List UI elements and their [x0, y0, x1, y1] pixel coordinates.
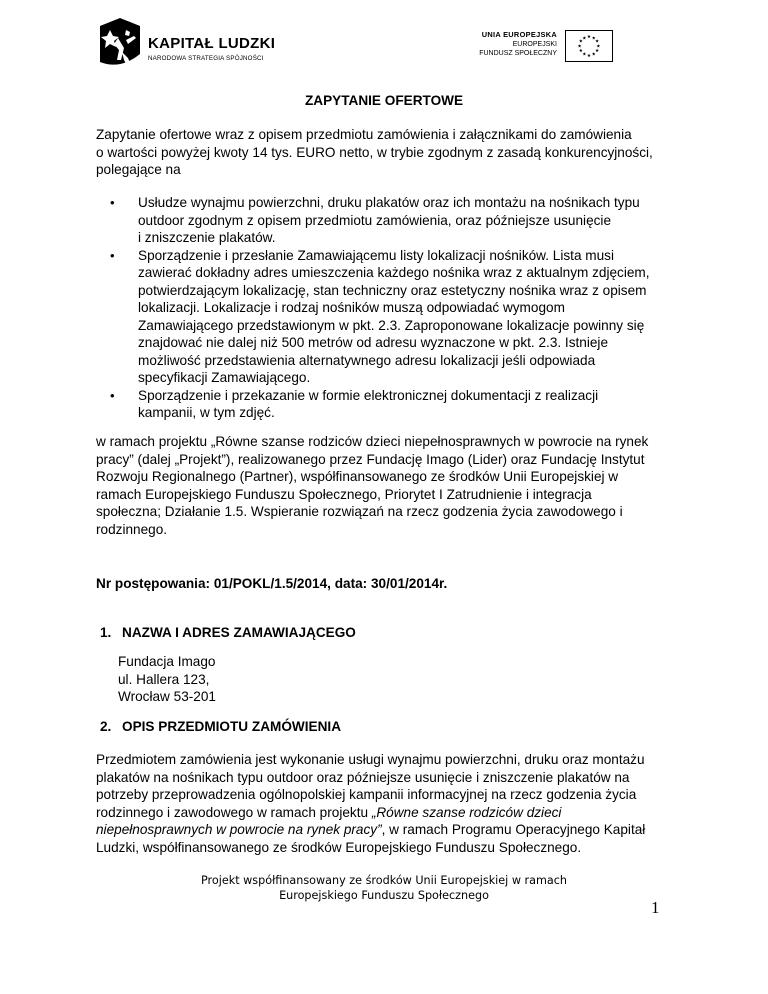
eu-star-icon: ★ — [577, 44, 582, 50]
eu-logo-line3: FUNDUSZ SPOŁECZNY — [479, 50, 557, 57]
subject-paragraph — [96, 751, 686, 856]
section-2-title: OPIS PRZEDMIOTU ZAMÓWIENIA — [122, 719, 342, 734]
subject-line: Ludzki, współfinansowanego ze środków Europejskiego Funduszu Społecznego. — [96, 839, 582, 855]
subject-line: Przedmiotem zamówienia jest wykonanie usługi wynajmu powierzchni, druku oraz montażu — [96, 752, 645, 767]
subject-line: plakatów na nośnikach typu outdoor oraz późniejsze usunięcie i zniszczenie plakatów na — [96, 769, 630, 785]
eu-star-icon: ★ — [578, 49, 583, 55]
eu-star-icon: ★ — [578, 39, 583, 45]
scope-bullet-item — [96, 247, 686, 387]
project-line: rodzinnego. — [96, 521, 168, 537]
bullet-line: i zniszczenie plakatów. — [138, 230, 276, 245]
project-line: w ramach projektu „Równe szanse rodziców dzieci niepełnosprawnych w powrocie na rynek — [96, 434, 649, 449]
contracting-party-address — [118, 653, 518, 706]
eu-star-icon: ★ — [591, 52, 596, 58]
intro-line: Zapytanie ofertowe wraz z opisem przedmiotu zamówienia i załącznikami do zamówienia — [96, 127, 632, 142]
bullet-line: zawierać dokładny adres umieszczenia każdego nośnika wraz z aktualnym zdjęciem, — [138, 265, 650, 280]
eu-flag-icon — [565, 30, 613, 62]
bullet-line: kampanii, w tym zdjęć. — [138, 405, 275, 420]
address-line: Wrocław 53-201 — [118, 689, 216, 704]
bullet-line: specyfikacji Zamawiającego. — [138, 370, 311, 385]
section-1-heading — [96, 624, 686, 642]
project-paragraph — [96, 433, 686, 538]
footer-line: Projekt współfinansowany ze środków Unii Europejskiej w ramach — [201, 874, 567, 887]
project-line: ramach Europejskiego Funduszu Społecznego, Priorytet I Zatrudnienie i integracja — [96, 486, 592, 502]
project-line: pracy” (dalej „Projekt”), realizowanego przez Fundację Imago (Lider) oraz Fundację Instytut — [96, 451, 645, 467]
footer-line: Europejskiego Funduszu Społecznego — [279, 889, 489, 902]
eu-logo-line1: UNIA EUROPEJSKA — [481, 30, 557, 39]
eu-star-icon: ★ — [582, 52, 587, 58]
bullet-line: znajdować nie dalej niż 500 metrów od adresu wyznaczone w pkt. 2.3. Istnieje — [138, 335, 608, 350]
document-title: ZAPYTANIE OFERTOWE — [304, 93, 464, 108]
case-number: Nr postępowania: 01/POKL/1.5/2014, data: 30/01/2014r. — [96, 576, 448, 591]
intro-line: polegające na — [96, 162, 181, 177]
page-number: 1 — [651, 898, 660, 917]
bullet-line: możliwość przedstawienia alternatywnego adresu lokalizacji jeśli odpowiada — [138, 352, 596, 368]
eu-star-icon: ★ — [595, 49, 600, 55]
bullet-line: Usłudze wynajmu powierzchni, druku plakatów oraz ich montażu na nośnikach typu — [138, 195, 640, 210]
address-line: ul. Hallera 123, — [118, 671, 210, 687]
bullet-line: Zamawiającego przedstawionym w pkt. 2.3. Zaproponowane lokalizacje powinny się — [138, 317, 645, 333]
scope-bullet-list — [96, 194, 686, 422]
eu-star-icon: ★ — [595, 39, 600, 45]
section-1-number: 1. — [100, 625, 112, 640]
eu-star-icon: ★ — [586, 35, 592, 41]
project-name-italic: „Równe szanse rodziców dzieci — [371, 804, 562, 820]
kapital-ludzki-logo — [96, 16, 296, 72]
bullet-line: outdoor zgodnym z opisem przedmiotu zamówienia, oraz późniejsze usunięcie — [138, 212, 612, 228]
project-line: Rozwoju Regionalnego (Partner), współfinansowanego ze środków Unii Europejskiej w — [96, 469, 619, 484]
address-line: Fundacja Imago — [118, 654, 216, 669]
intro-paragraph — [96, 126, 686, 179]
kapital-ludzki-emblem-icon — [96, 16, 144, 72]
scope-bullet-item — [96, 387, 686, 422]
eu-star-icon: ★ — [596, 44, 601, 50]
section-2-heading — [96, 718, 686, 736]
eu-star-icon: ★ — [591, 36, 596, 42]
kapital-ludzki-subtitle: NARODOWA STRATEGIA SPÓJNOŚCI — [148, 55, 264, 62]
bullet-line: Sporządzenie i przesłanie Zamawiającemu listy lokalizacji nośników. Lista musi — [138, 247, 614, 263]
project-name-italic: niepełnosprawnych w powrocie na rynek pracy” — [96, 822, 382, 837]
eu-star-icon: ★ — [586, 53, 592, 59]
eu-logo-text — [479, 30, 557, 59]
bullet-line: lokalizacji. Lokalizacje i rodzaj nośników muszą odpowiadać wymogom — [138, 300, 565, 315]
subject-line: potrzeby przeprowadzenia ogólnopolskiej kampanii informacyjnej na rzecz godzenia życia — [96, 787, 637, 802]
section-2-number: 2. — [100, 719, 112, 734]
subject-line: , w ramach Programu Operacyjnego Kapitał — [381, 822, 646, 837]
eu-logo — [468, 30, 613, 62]
subject-line: rodzinnego i zawodowego w ramach projektu — [96, 804, 372, 820]
kapital-ludzki-title: KAPITAŁ LUDZKI — [148, 35, 276, 52]
section-1-title: NAZWA I ADRES ZAMAWIAJĄCEGO — [122, 625, 356, 640]
scope-bullet-item — [96, 194, 686, 247]
bullet-line: potwierdzającym lokalizację, stan techniczny oraz estetyczny nośnika wraz z opisem — [138, 282, 647, 298]
eu-logo-line2: EUROPEJSKI — [512, 40, 557, 48]
project-line: społeczna; Działanie 1.5. Wspieranie rozwiązań na rzecz godzenia życia zawodowego i — [96, 504, 623, 519]
intro-line: o wartości powyżej kwoty 14 tys. EURO netto, w trybie zgodnym z zasadą konkurencyjności, — [96, 144, 653, 160]
eu-star-icon: ★ — [582, 36, 587, 42]
bullet-line: Sporządzenie i przekazanie w formie elektronicznej dokumentacji z realizacji — [138, 387, 599, 403]
